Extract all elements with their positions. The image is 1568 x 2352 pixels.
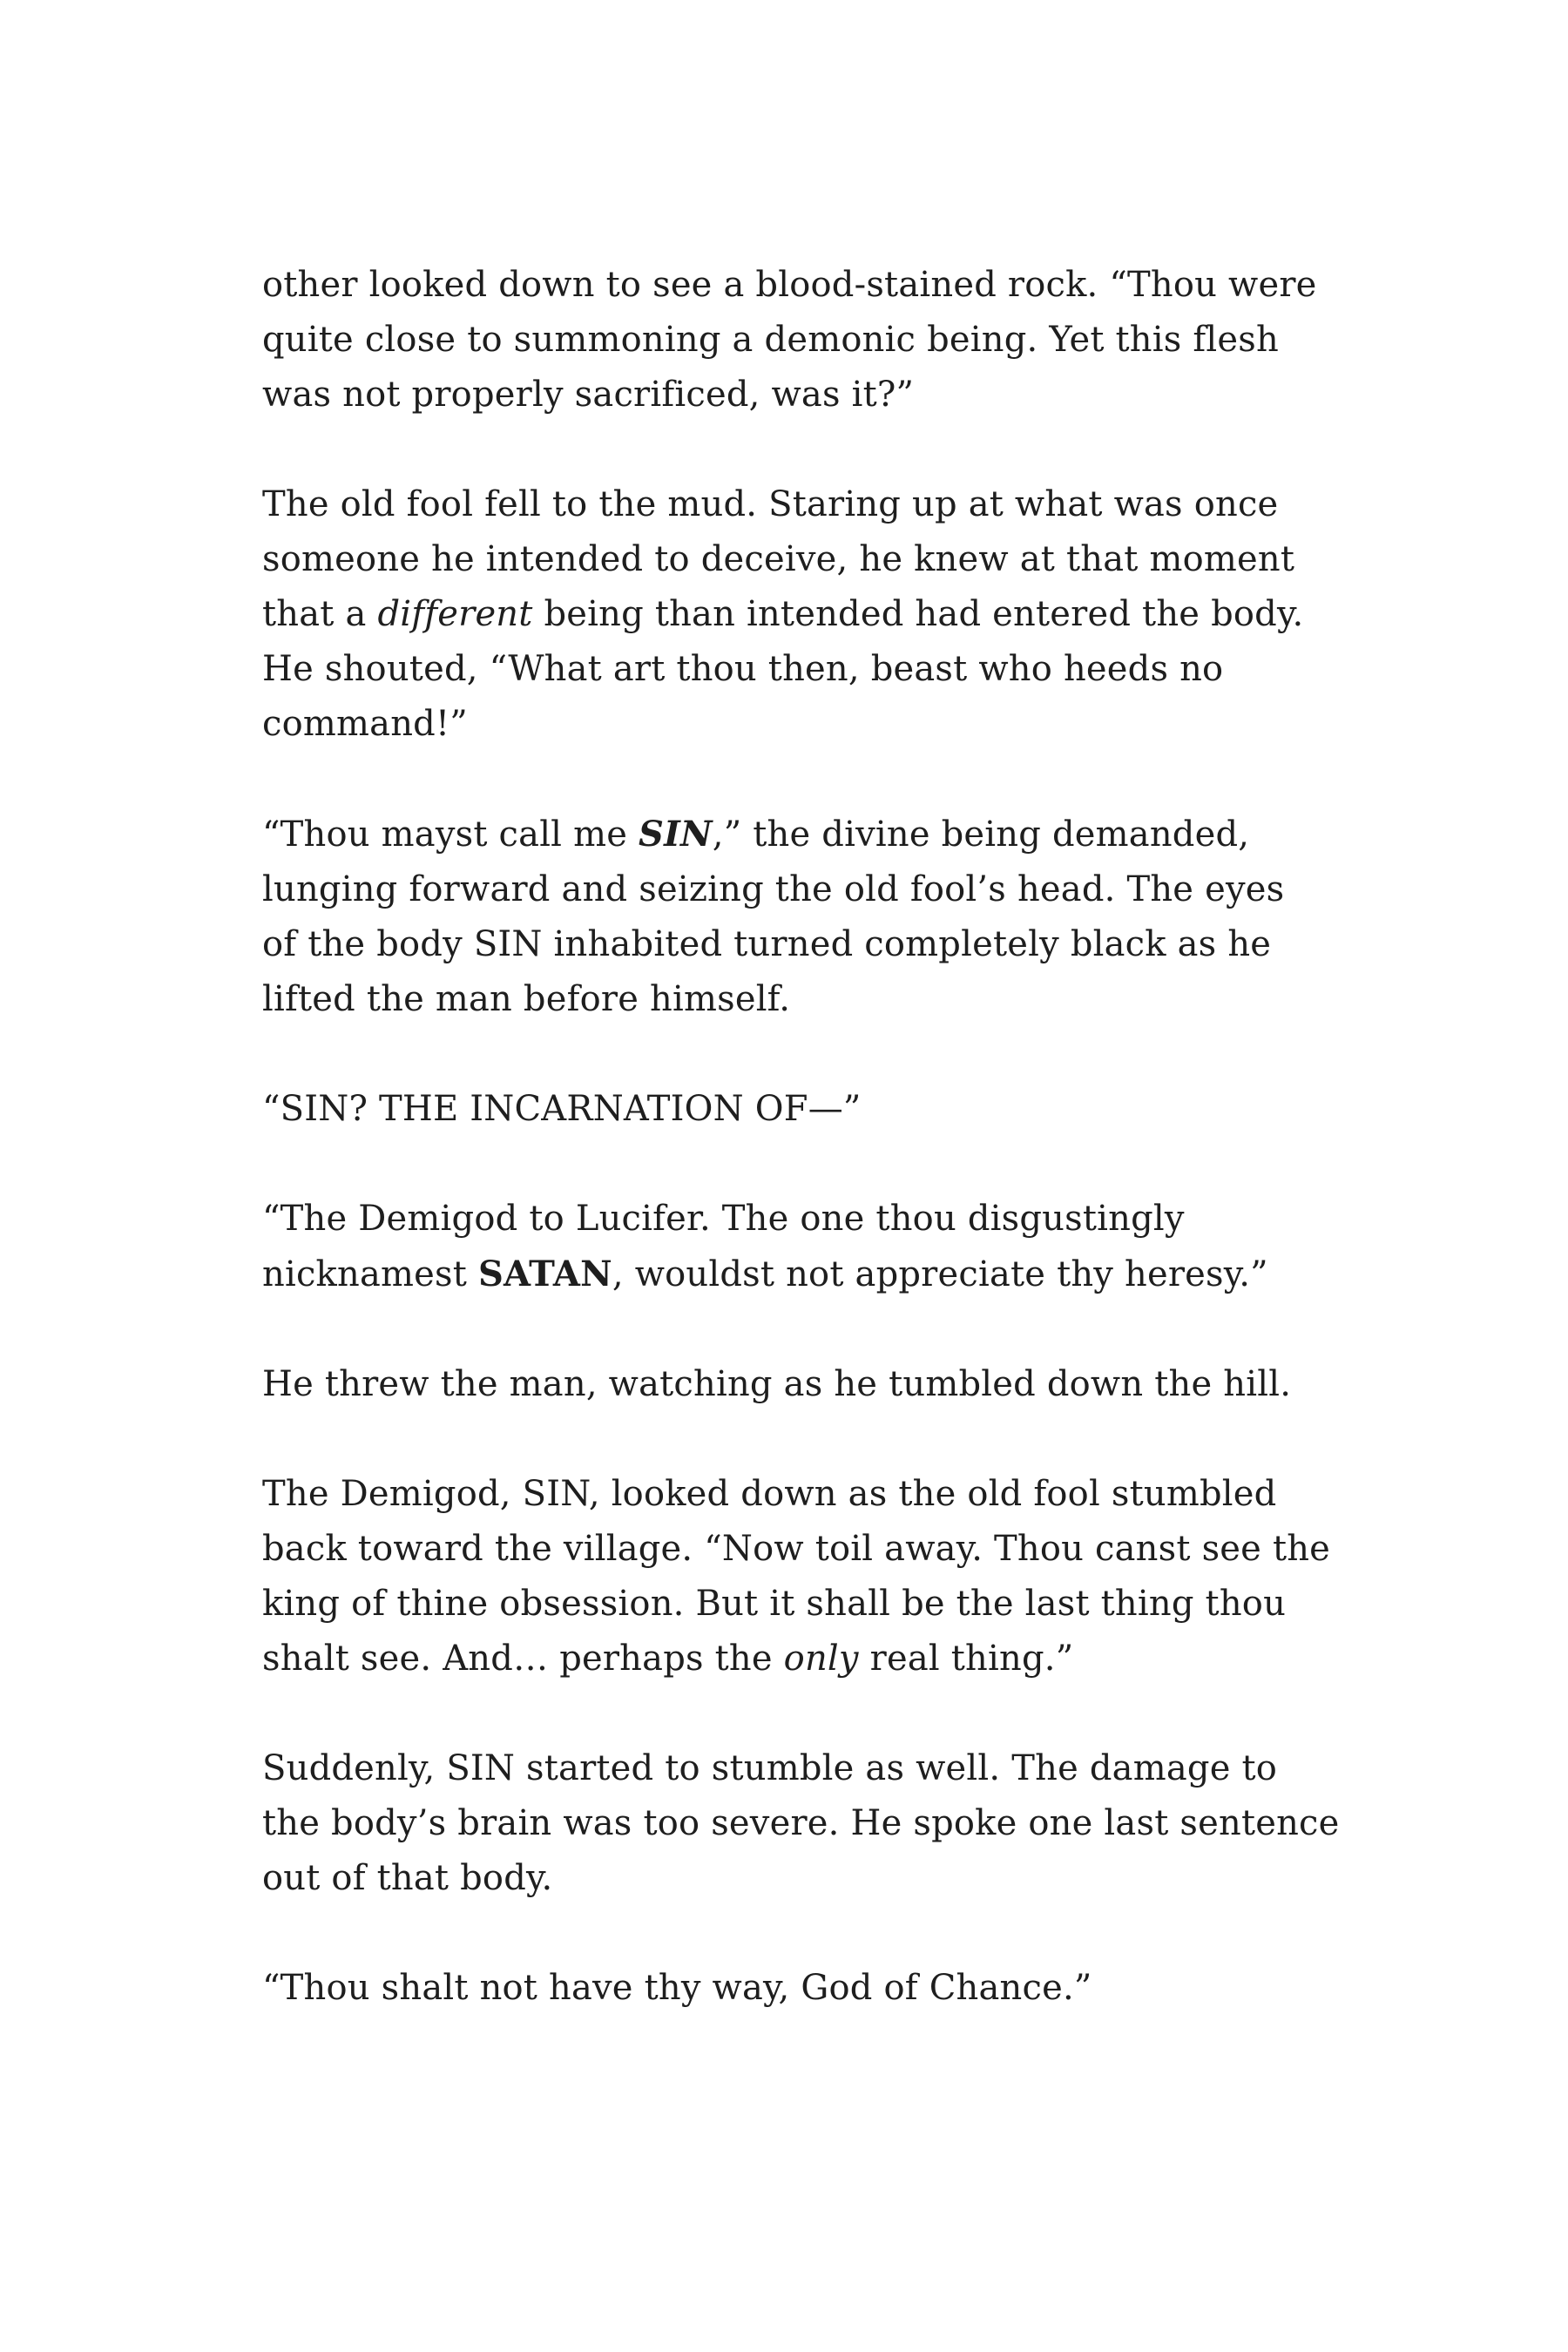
text-line: king of thine obsession. But it shall be the last thing thou	[262, 1584, 1287, 1624]
text-line: someone he intended to deceive, he knew at that moment	[262, 539, 1295, 579]
text-line: back toward the village. “Now toil away. Thou canst see the	[262, 1529, 1331, 1569]
text-run: shalt see. And… perhaps the	[262, 1639, 784, 1679]
text-line: The Demigod, SIN, looked down as the old fool stumbled	[262, 1474, 1277, 1514]
text-line: the body’s brain was too severe. He spoke one last sentence	[262, 1803, 1340, 1843]
emphasis-text: only	[783, 1639, 859, 1679]
text-line: “The Demigod to Lucifer. The one thou disgustingly	[262, 1199, 1185, 1239]
paragraph-2	[262, 477, 1342, 752]
text-run: “Thou mayst call me	[262, 814, 639, 855]
paragraph-9	[262, 1961, 1342, 2016]
strong-emphasis-text: SIN	[639, 814, 713, 855]
text-line: out of that body.	[262, 1858, 553, 1898]
text-line: “SIN? THE INCARNATION OF—”	[262, 1089, 862, 1129]
paragraph-6	[262, 1357, 1342, 1412]
text-line: other looked down to see a blood-stained rock. “Thou were	[262, 265, 1317, 305]
text-line: was not properly sacrificed, was it?”	[262, 375, 915, 415]
text-run: being than intended had entered the body.	[532, 594, 1304, 634]
strong-text: SATAN	[477, 1254, 612, 1294]
paragraph-3	[262, 807, 1342, 1027]
text-line: He threw the man, watching as he tumbled down the hill.	[262, 1364, 1292, 1404]
text-line: “Thou shalt not have thy way, God of Chance.”	[262, 1968, 1092, 2008]
text-line: of the body SIN inhabited turned completely black as he	[262, 924, 1272, 964]
paragraph-7	[262, 1467, 1342, 1686]
text-line: He shouted, “What art thou then, beast who heeds no	[262, 649, 1224, 689]
text-line: command!”	[262, 704, 468, 744]
text-line: quite close to summoning a demonic being. Yet this flesh	[262, 320, 1279, 360]
text-run: real thing.”	[858, 1639, 1074, 1679]
emphasis-text: different	[377, 594, 533, 634]
text-run: that a	[262, 594, 378, 634]
text-line: lunging forward and seizing the old fool’s head. The eyes	[262, 869, 1285, 909]
text-line: Suddenly, SIN started to stumble as well. The damage to	[262, 1748, 1278, 1788]
text-line: lifted the man before himself.	[262, 979, 791, 1019]
text-run: ,” the divine being demanded,	[712, 814, 1250, 855]
paragraph-5	[262, 1192, 1342, 1302]
paragraph-1	[262, 258, 1342, 422]
paragraph-4	[262, 1082, 1342, 1137]
text-line: The old fool fell to the mud. Staring up at what was once	[262, 484, 1279, 524]
paragraph-8	[262, 1741, 1342, 1906]
text-run: nicknamest	[262, 1254, 478, 1294]
body-text	[262, 258, 1342, 2016]
text-run: , wouldst not appreciate thy heresy.”	[612, 1254, 1268, 1294]
